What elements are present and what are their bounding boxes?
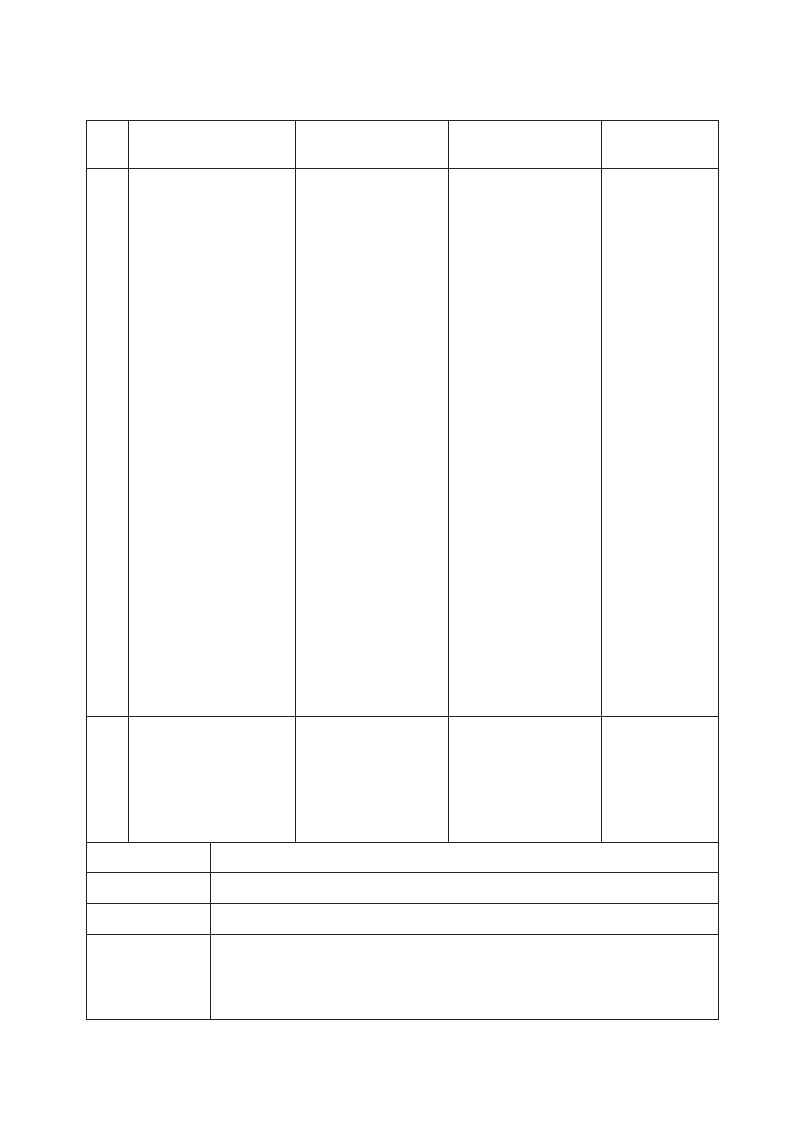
ending-formation-diagram: [449, 717, 601, 841]
ending-part-label: [87, 720, 128, 842]
load-value: [211, 873, 718, 903]
load-label: [87, 873, 210, 903]
reflection-value: [211, 935, 718, 1019]
header-organization: [449, 121, 601, 168]
basic-content: [134, 169, 294, 715]
header-process: [87, 121, 128, 168]
ending-adjust: [607, 717, 718, 841]
header-adjust: [602, 121, 718, 168]
reflection-label: [87, 937, 210, 1019]
table-border-right: [718, 120, 719, 1020]
lesson-plan-table: [86, 120, 719, 1020]
formation-diagram: [449, 169, 601, 715]
basic-adjust: [607, 169, 718, 715]
venue-value: [211, 843, 718, 872]
venue-label: [87, 843, 210, 872]
col-divider-1: [128, 120, 129, 842]
col-divider-4: [601, 120, 602, 842]
header-preset: [296, 121, 448, 168]
ending-organization: [449, 717, 601, 841]
basic-organization: [449, 169, 601, 715]
table-border-bottom: [86, 1019, 719, 1020]
col-divider-2: [295, 120, 296, 842]
ref-value: [211, 904, 718, 934]
ending-preset: [301, 725, 447, 841]
basic-preset: [301, 190, 447, 715]
basic-part-label: [87, 375, 128, 535]
ref-label: [87, 904, 210, 934]
header-content: [129, 121, 295, 168]
ending-content: [134, 717, 294, 841]
